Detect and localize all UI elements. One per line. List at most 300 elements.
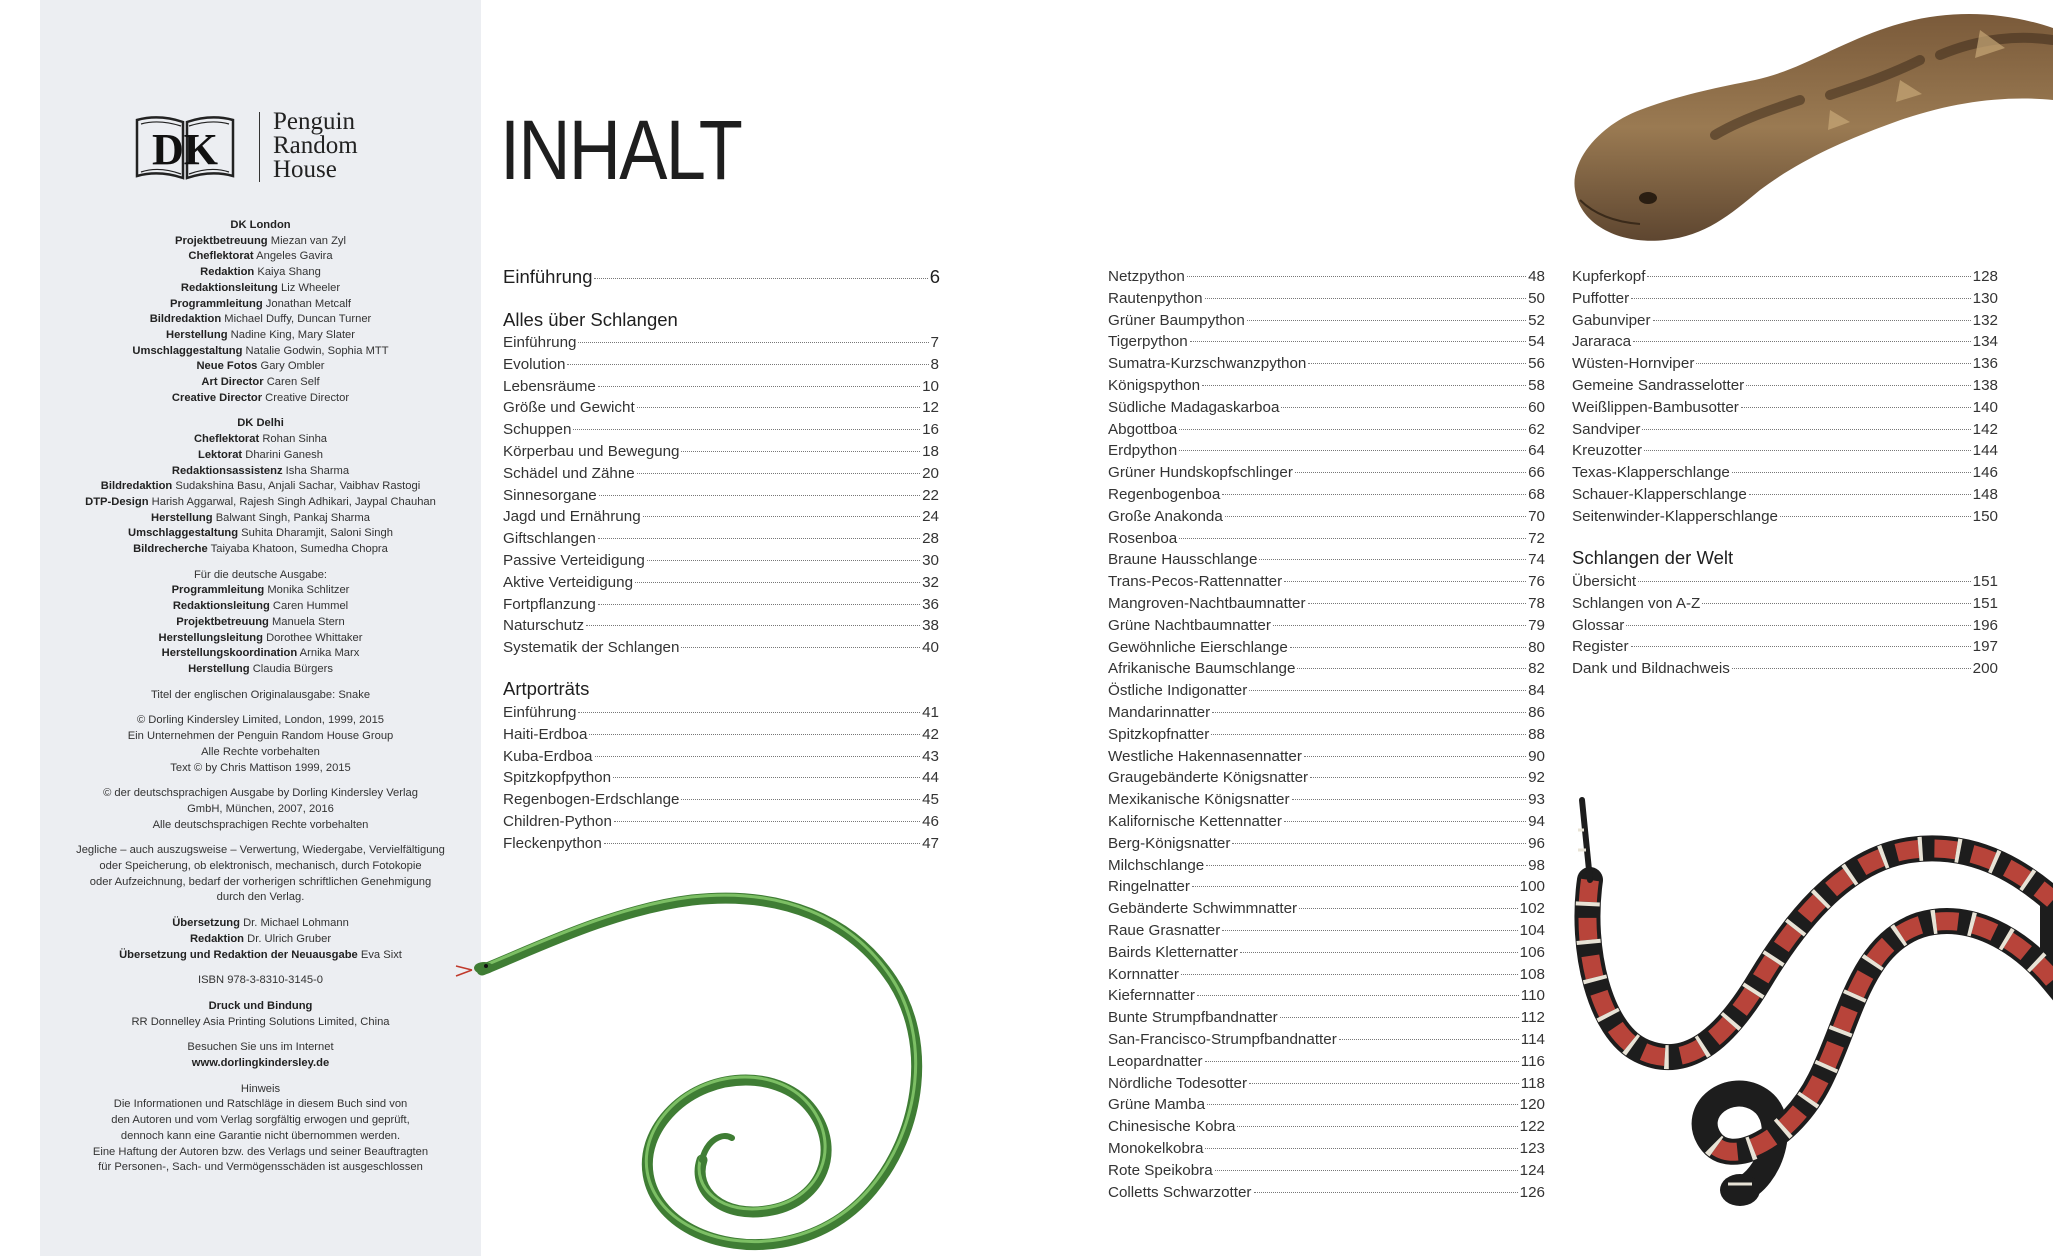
toc-entry[interactable] (503, 397, 939, 419)
credit-line (40, 1015, 481, 1031)
credit-line (40, 599, 481, 615)
credit-text: Nadine King, Mary Slater (227, 328, 356, 341)
credits-spacer (40, 963, 481, 973)
toc-entry[interactable] (1108, 484, 1545, 506)
toc-entry-label: Lebensräume (503, 377, 596, 395)
toc-page-number: 76 (1528, 573, 1545, 591)
toc-entry[interactable] (1572, 375, 1998, 397)
toc-page-number: 52 (1528, 311, 1545, 329)
toc-page-number: 93 (1528, 791, 1545, 809)
toc-entry-label: Kreuzotter (1572, 442, 1643, 460)
page-title: INHALT (500, 103, 742, 197)
credit-text: Dr. Ulrich Gruber (244, 932, 332, 945)
toc-entry-label: Spitzkopfpython (503, 769, 612, 787)
credit-line (40, 432, 481, 448)
credit-line (40, 1113, 481, 1129)
credit-line (40, 583, 481, 599)
toc-page-number: 50 (1528, 289, 1545, 307)
toc-entry[interactable] (1108, 898, 1545, 920)
credits-spacer (40, 1030, 481, 1040)
toc-entry[interactable] (1108, 985, 1545, 1007)
credit-text: Creative Director (262, 391, 350, 404)
credit-text: Balwant Singh, Pankaj Sharma (212, 511, 370, 524)
toc-entry[interactable] (503, 419, 939, 441)
toc-page-number: 18 (922, 443, 939, 460)
toc-entry[interactable] (1108, 876, 1545, 898)
toc-entry-label: Milchschlange (1108, 856, 1205, 874)
toc-entry-label: San-Francisco-Strumpfbandnatter (1108, 1031, 1337, 1048)
toc-entry[interactable] (1108, 1051, 1545, 1073)
toc-section-heading: Artporträts (503, 678, 590, 699)
toc-entry[interactable] (1572, 484, 1998, 506)
credit-line (40, 890, 481, 906)
toc-leader-dots (681, 647, 920, 648)
toc-entry-label: Östliche Indigonatter (1108, 682, 1248, 700)
toc-page-number: 10 (922, 377, 939, 395)
toc-leader-dots (589, 734, 920, 735)
toc-entry-label: Monokelkobra (1108, 1140, 1204, 1157)
credit-line (40, 281, 481, 297)
toc-leader-dots (1290, 647, 1526, 648)
toc-page-number: 96 (1528, 834, 1545, 852)
toc-page-number: 8 (930, 355, 939, 373)
credit-text: Suhita Dharamjit, Saloni Singh (238, 527, 393, 540)
credit-text: für Personen-, Sach- und Vermögensschäden ist ausgeschlossen (98, 1161, 423, 1174)
credit-line (40, 662, 481, 678)
toc-page-number: 197 (1972, 638, 1998, 656)
credits-spacer (40, 989, 481, 999)
toc-leader-dots (1237, 1126, 1517, 1127)
toc-page-number: 120 (1519, 1096, 1545, 1114)
toc-entry[interactable] (1108, 855, 1545, 877)
toc-entry-label: Schauer-Klapperschlange (1572, 486, 1747, 503)
toc-entry-label: Größe und Gewicht (503, 399, 635, 417)
toc-entry[interactable] (503, 506, 939, 528)
toc-entry-label: Glossar (1572, 616, 1625, 634)
toc-page-number: 92 (1528, 769, 1545, 787)
credit-line (40, 631, 481, 647)
toc-entry[interactable] (1108, 680, 1545, 702)
toc-page-number: 140 (1972, 398, 1998, 416)
toc-entry[interactable] (1108, 1029, 1545, 1051)
toc-entry[interactable] (503, 615, 939, 637)
toc-entry[interactable] (1572, 658, 1998, 680)
toc-entry[interactable] (1108, 593, 1545, 615)
toc-entry[interactable] (1572, 506, 1998, 528)
toc-leader-dots (598, 604, 920, 605)
toc-entry[interactable] (1572, 571, 1998, 593)
toc-entry[interactable] (1108, 1160, 1545, 1182)
toc-entry-label: Königspython (1108, 377, 1201, 394)
credit-line (40, 688, 481, 704)
credit-role: Umschlaggestaltung (132, 344, 243, 357)
toc-page-number: 48 (1528, 268, 1545, 285)
toc-entry[interactable] (1108, 1007, 1545, 1029)
toc-entry[interactable] (1108, 288, 1545, 310)
credit-role: Umschlaggestaltung (128, 527, 239, 540)
toc-leader-dots (1638, 581, 1971, 582)
credits-spacer (40, 558, 481, 568)
toc-entry[interactable] (503, 528, 939, 550)
toc-entry[interactable] (1108, 440, 1545, 462)
toc-leader-dots (1222, 930, 1517, 931)
toc-leader-dots (1642, 429, 1970, 430)
toc-leader-dots (1647, 276, 1970, 277)
credit-line (40, 1040, 481, 1056)
toc-entry[interactable] (1572, 353, 1998, 375)
toc-entry-label: Naturschutz (503, 617, 585, 635)
toc-page-number: 64 (1528, 442, 1545, 460)
toc-page-number: 43 (922, 747, 939, 765)
toc-entry-label: Bairds Kletternatter (1108, 943, 1238, 961)
toc-leader-dots (1197, 995, 1519, 996)
toc-leader-dots (1310, 777, 1526, 778)
toc-entry-label: Rote Speikobra (1108, 1161, 1213, 1179)
credit-role: Redaktion (189, 932, 245, 945)
toc-entry-label: Schädel und Zähne (503, 464, 635, 482)
credit-text: Sudakshina Basu, Anjali Sachar, Vaibhav Rastogi (172, 480, 421, 493)
toc-entry[interactable] (1108, 1182, 1545, 1204)
toc-leader-dots (586, 625, 920, 626)
toc-leader-dots (1254, 1192, 1518, 1193)
boa-snake-illustration (1500, 0, 2053, 260)
toc-page-number: 196 (1972, 616, 1998, 634)
toc-entry[interactable] (1108, 571, 1545, 593)
toc-entry-label: Ringelnatter (1108, 878, 1190, 896)
toc-page-number: 118 (1520, 1074, 1545, 1092)
credits-spacer (40, 833, 481, 843)
toc-entry-label: Kuba-Erdboa (503, 747, 593, 765)
toc-entry-label: Sumatra-Kurzschwanzpython (1108, 355, 1307, 373)
toc-leader-dots (643, 516, 920, 517)
toc-entry[interactable] (1108, 310, 1545, 332)
credit-line (40, 542, 481, 558)
toc-leader-dots (1232, 843, 1526, 844)
toc-entry[interactable] (1108, 331, 1545, 353)
credit-line (40, 568, 481, 584)
toc-page-number: 106 (1519, 943, 1545, 961)
credit-line (40, 802, 481, 818)
credit-text: Arnika Marx (297, 647, 360, 660)
toc-entry[interactable] (503, 767, 939, 789)
toc-leader-dots (567, 364, 928, 365)
credit-line (40, 249, 481, 265)
toc-entry[interactable] (503, 637, 939, 659)
logo-divider (259, 112, 260, 182)
credit-text: Liz Wheeler (277, 281, 341, 294)
toc-entry-label: Grüner Baumpython (1108, 311, 1245, 329)
toc-page-number: 94 (1528, 813, 1545, 830)
toc-entry[interactable] (503, 811, 939, 833)
toc-page-number: 44 (922, 769, 939, 787)
toc-page-number: 116 (1520, 1052, 1545, 1070)
credit-role: Redaktionsleitung (172, 600, 270, 613)
toc-entry[interactable] (1108, 375, 1545, 397)
toc-entry[interactable] (1108, 549, 1545, 571)
toc-leader-dots (604, 843, 920, 844)
toc-entry[interactable] (1108, 637, 1545, 659)
credit-text: Michael Duffy, Duncan Turner (221, 313, 372, 326)
page-gutter (0, 0, 40, 1256)
toc-entry-label: Abgottboa (1108, 420, 1178, 438)
toc-page-number: 82 (1528, 660, 1545, 678)
credit-role: Druck und Bindung (208, 999, 313, 1012)
credit-text: Harish Aggarwal, Rajesh Singh Adhikari, Jaypal Chauhan (148, 495, 436, 508)
toc-entry[interactable] (1108, 1116, 1545, 1138)
credit-line (40, 615, 481, 631)
credit-role: Herstellung (151, 511, 213, 524)
toc-leader-dots (594, 278, 927, 279)
toc-page-number: 86 (1528, 704, 1545, 721)
toc-entry-label: Gemeine Sandrasselotter (1572, 377, 1745, 394)
credit-text: Gary Ombler (257, 360, 325, 373)
toc-entry-label: Fortpflanzung (503, 595, 596, 613)
toc-entry[interactable] (503, 702, 939, 724)
toc-leader-dots (1273, 625, 1526, 626)
credit-line (40, 999, 481, 1015)
credit-line (40, 479, 481, 495)
toc-entry[interactable] (1572, 266, 1998, 288)
toc-leader-dots (573, 429, 920, 430)
toc-entry[interactable] (1572, 462, 1998, 484)
toc-entry-label: Dank und Bildnachweis (1572, 660, 1730, 678)
toc-entry[interactable] (1108, 920, 1545, 942)
credit-line (40, 1082, 481, 1098)
toc-page-number: 151 (1972, 573, 1998, 590)
toc-entry[interactable] (1108, 397, 1545, 419)
credit-line (40, 1056, 481, 1072)
credit-text: den Autoren und vom Verlag sorgfältig erwogen und geprüft, (111, 1114, 410, 1127)
credit-text: Kaiya Shang (254, 266, 321, 279)
credit-line (40, 948, 481, 964)
toc-leader-dots (1631, 646, 1971, 647)
toc-entry[interactable] (1108, 353, 1545, 375)
toc-entry[interactable] (1108, 767, 1545, 789)
toc-leader-dots (1633, 341, 1971, 342)
toc-page-number: 128 (1972, 268, 1998, 285)
toc-entry-label: Schlangen von A-Z (1572, 594, 1701, 612)
credits-spacer (40, 776, 481, 786)
credit-role: Übersetzung und Redaktion der Neuausgabe (119, 948, 358, 961)
toc-entry[interactable] (503, 724, 939, 746)
publisher-logo (133, 108, 393, 188)
toc-entry-label: Jagd und Ernährung (503, 508, 641, 526)
credit-text: oder Aufzeichnung, bedarf der vorherigen schriftlichen Genehmigung (89, 875, 432, 888)
toc-page-number: 20 (922, 464, 939, 482)
toc-page-number: 41 (922, 704, 939, 721)
toc-entry[interactable] (503, 550, 939, 572)
toc-entry-label: Children-Python (503, 813, 612, 830)
prh-line: Random (273, 132, 358, 159)
toc-entry-label: Fleckenpython (503, 834, 602, 852)
credit-role: Herstellung (165, 328, 228, 341)
toc-leader-dots (1259, 559, 1526, 560)
toc-page-number: 112 (1520, 1009, 1545, 1027)
credit-text: Manuela Stern (268, 615, 345, 628)
toc-leader-dots (1205, 298, 1527, 299)
credit-line (40, 511, 481, 527)
credit-line (40, 234, 481, 250)
toc-entry[interactable] (1108, 702, 1545, 724)
toc-entry[interactable] (503, 441, 939, 463)
toc-entry[interactable] (1572, 636, 1998, 658)
toc-page-number: 56 (1528, 355, 1545, 373)
toc-leader-dots (1292, 799, 1527, 800)
toc-leader-dots (1211, 734, 1526, 735)
toc-page-number: 6 (929, 266, 940, 287)
toc-page-number: 123 (1519, 1140, 1545, 1157)
toc-entry[interactable] (1108, 724, 1545, 746)
toc-entry-label: Seitenwinder-Klapperschlange (1572, 507, 1779, 525)
credit-role: Herstellung (188, 662, 250, 675)
toc-page-number: 24 (922, 508, 939, 526)
credit-line (40, 526, 481, 542)
toc-entry[interactable] (503, 746, 939, 768)
toc-entry[interactable] (1108, 528, 1545, 550)
toc-entry[interactable] (1108, 1073, 1545, 1095)
toc-entry-label: Afrikanische Baumschlange (1108, 660, 1296, 678)
toc-leader-dots (1222, 494, 1526, 495)
credit-line (40, 745, 481, 761)
toc-page-number: 130 (1972, 289, 1998, 307)
toc-entry-label: Kupferkopf (1572, 268, 1646, 285)
toc-page-number: 68 (1528, 486, 1545, 503)
toc-entry[interactable] (503, 266, 940, 288)
toc-entry-label: Mexikanische Königsnatter (1108, 791, 1290, 809)
credit-role: Creative Director (171, 391, 263, 404)
toc-entry[interactable] (1108, 811, 1545, 833)
toc-entry-label: Passive Verteidigung (503, 552, 645, 569)
toc-entry[interactable] (503, 354, 939, 376)
toc-entry[interactable] (1572, 397, 1998, 419)
toc-entry[interactable] (1108, 964, 1545, 986)
toc-entry-label: Evolution (503, 355, 566, 373)
credits-spacer (40, 406, 481, 416)
toc-entry[interactable] (503, 485, 939, 507)
toc-entry-label: Colletts Schwarzotter (1108, 1183, 1252, 1201)
toc-leader-dots (1205, 1148, 1517, 1149)
toc-leader-dots (1205, 1061, 1519, 1062)
toc-entry-label: Graugebänderte Königsnatter (1108, 769, 1309, 787)
toc-entry[interactable] (1108, 746, 1545, 768)
credits-spacer (40, 678, 481, 688)
credit-role: Art Director (201, 376, 264, 389)
credit-text: Claudia Bürgers (249, 662, 333, 675)
credit-text: Text © by Chris Mattison 1999, 2015 (170, 761, 351, 774)
toc-entry[interactable] (1572, 419, 1998, 441)
toc-entry[interactable] (1572, 440, 1998, 462)
toc-leader-dots (1339, 1039, 1519, 1040)
toc-page-number: 7 (930, 334, 939, 351)
toc-entry[interactable] (503, 572, 939, 594)
milk-snake-illustration (1560, 780, 2053, 1220)
toc-entry[interactable] (1108, 419, 1545, 441)
toc-page-number: 136 (1972, 355, 1998, 373)
toc-entry[interactable] (503, 332, 939, 354)
toc-page-number: 150 (1972, 507, 1998, 525)
toc-leader-dots (1741, 407, 1971, 408)
toc-entry[interactable] (1572, 310, 1998, 332)
toc-leader-dots (681, 799, 920, 800)
toc-entry[interactable] (1108, 266, 1545, 288)
toc-entry[interactable] (1108, 942, 1545, 964)
green-vine-snake-illustration (452, 870, 1012, 1256)
toc-entry[interactable] (503, 833, 939, 855)
credit-role: Herstellungsleitung (158, 631, 263, 644)
toc-page-number: 22 (922, 486, 939, 504)
toc-entry[interactable] (503, 789, 939, 811)
toc-entry[interactable] (1108, 833, 1545, 855)
credits-spacer (40, 906, 481, 916)
toc-entry[interactable] (1108, 462, 1545, 484)
toc-entry-label: Erdpython (1108, 442, 1178, 460)
credit-role: Projektbetreuung (175, 234, 268, 247)
toc-leader-dots (598, 386, 920, 387)
toc-entry[interactable] (1108, 1094, 1545, 1116)
toc-entry[interactable] (1572, 288, 1998, 310)
credit-text: Caren Self (263, 376, 320, 389)
toc-entry-label: Kalifornische Kettennatter (1108, 813, 1282, 830)
toc-entry[interactable] (1572, 593, 1998, 615)
credit-role: Bildredaktion (100, 480, 173, 493)
credit-text: Natalie Godwin, Sophia MTT (242, 344, 389, 357)
credit-role: Cheflektorat (193, 433, 260, 446)
credit-text: Isha Sharma (282, 464, 350, 477)
toc-leader-dots (1240, 952, 1518, 953)
credit-text: Alle deutschsprachigen Rechte vorbehalten (152, 818, 369, 831)
credit-role: DTP-Design (85, 495, 149, 508)
toc-entry[interactable] (1108, 1138, 1545, 1160)
toc-entry-label: Raue Grasnatter (1108, 922, 1221, 939)
credit-role: Programmleitung (170, 297, 263, 310)
toc-page-number: 28 (922, 530, 939, 548)
credit-text: Dr. Michael Lohmann (239, 917, 349, 930)
toc-entry-label: Regenbogenboa (1108, 486, 1221, 503)
toc-entry[interactable] (1108, 615, 1545, 637)
toc-entry[interactable] (1108, 658, 1545, 680)
toc-page-number: 72 (1528, 529, 1545, 547)
toc-entry-label: Netzpython (1108, 268, 1185, 285)
penguin-random-house-wordmark (273, 110, 358, 182)
credit-role: www.dorlingkindersley.de (191, 1057, 330, 1070)
toc-leader-dots (1225, 516, 1526, 517)
toc-entry[interactable] (1572, 615, 1998, 637)
credit-role: DK Delhi (237, 417, 284, 430)
credit-text: oder Speicherung, ob elektronisch, mechanisch, durch Fotokopie (99, 860, 422, 873)
toc-page-number: 74 (1528, 551, 1545, 569)
toc-entry-label: Jararaca (1572, 333, 1632, 351)
toc-entry-label: Westliche Hakennasennatter (1108, 747, 1302, 765)
toc-page-number: 66 (1528, 464, 1545, 482)
toc-entry[interactable] (503, 376, 939, 398)
toc-entry[interactable] (503, 463, 939, 485)
toc-entry[interactable] (503, 594, 939, 616)
credit-line (40, 464, 481, 480)
credit-text: Eva Sixt (357, 948, 402, 961)
toc-entry[interactable] (1108, 789, 1545, 811)
toc-entry-label: Wüsten-Hornviper (1572, 355, 1695, 373)
credit-line (40, 973, 481, 989)
credit-line (40, 265, 481, 281)
toc-entry[interactable] (1572, 331, 1998, 353)
toc-entry-label: Grüne Mamba (1108, 1096, 1206, 1114)
toc-entry-label: Berg-Königsnatter (1108, 834, 1231, 852)
toc-page-number: 36 (922, 595, 939, 613)
toc-leader-dots (578, 712, 920, 713)
toc-entry[interactable] (1108, 506, 1545, 528)
credit-text: Ein Unternehmen der Penguin Random House Group (127, 730, 394, 743)
credit-role: DK London (230, 219, 291, 231)
